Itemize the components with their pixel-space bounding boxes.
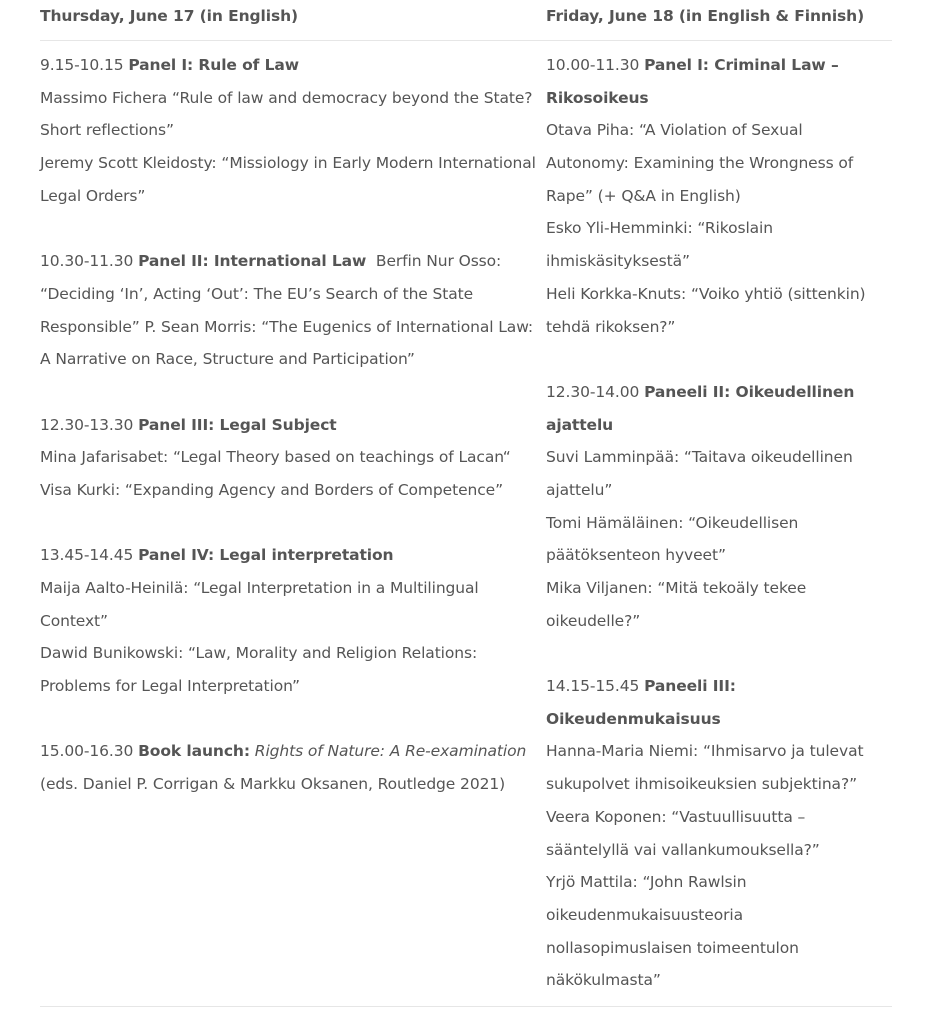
speaker-line: sääntelyllä vai vallankumouksella?” [546,840,820,859]
speaker-line: Heli Korkka-Knuts: “Voiko yhtiö (sittenkin) [546,284,866,303]
speaker-line: tehdä rikoksen?” [546,317,676,336]
panel-title: Panel IV: Legal interpretation [138,546,394,565]
panel-time: 10.30-11.30 [40,252,139,271]
speaker-line: Suvi Lamminpää: “Taitava oikeudellinen [546,448,853,467]
book-details-line: (eds. Daniel P. Corrigan & Markku Oksanen, Routledge 2021) [40,775,506,794]
panel-title: Paneeli II: Oikeudellinen [644,382,855,401]
panel-title-continued: Oikeudenmukaisuus [546,709,721,728]
speaker-line: Visa Kurki: “Expanding Agency and Borders of Competence” [40,480,504,499]
table-header-row [40,0,892,41]
speaker-line: nollasopimuslaisen toimeentulon [546,938,799,957]
panel-title: Paneeli III: [644,677,736,696]
speaker-line: Jeremy Scott Kleidosty: “Missiology in Early Modern International [40,154,536,173]
speaker-line: ihmiskäsityksestä” [546,252,690,271]
speaker-line: Rape” (+ Q&A in English) [546,186,741,205]
friday-panel-3-heading [546,670,892,703]
book-title: Rights of Nature: A Re-examination [254,742,527,761]
friday-header: Friday, June 18 (in English & Finnish) [546,7,865,25]
speaker-line: Massimo Fichera “Rule of law and democracy beyond the State? [40,88,533,107]
thursday-panel-4-heading [40,539,546,572]
panel-title-continued: Rikosoikeus [546,88,649,107]
speaker-line: Esko Yli-Hemminki: “Rikoslain [546,219,773,238]
speaker-line: Otava Piha: “A Violation of Sexual [546,121,803,140]
panel-time: 9.15-10.15 [40,56,129,74]
panel-time: 12.30-13.30 [40,415,139,434]
speaker-line: Short reflections” [40,121,174,140]
speaker-line: näkökulmasta” [546,971,661,990]
speaker-line: oikeudelle?” [546,611,641,630]
thursday-panel-3-heading [40,409,546,442]
speaker-line: Context” [40,611,108,630]
panel-title: Panel I: Criminal Law – [644,56,839,74]
panel-time: 10.00-11.30 [546,56,645,74]
thursday-column [40,49,546,1006]
speaker-line: Hanna-Maria Niemi: “Ihmisarvo ja tulevat [546,742,864,761]
panel-time: 13.45-14.45 [40,546,139,565]
spacer [546,637,892,670]
spacer [40,507,546,540]
spacer [40,212,546,245]
speaker-line: Tomi Hämäläinen: “Oikeudellisen [546,513,799,532]
thursday-header: Thursday, June 17 (in English) [40,7,299,25]
speaker-line: Mika Viljanen: “Mitä tekoäly tekee [546,579,807,597]
thursday-panel-1-heading [40,49,546,82]
spacer [40,376,546,409]
speaker-line: Dawid Bunikowski: “Law, Morality and Religion Relations: [40,644,478,663]
spacer [40,703,546,736]
panel-title: Panel III: Legal Subject [138,415,337,434]
speaker-line: A Narrative on Race, Structure and Participation” [40,350,415,369]
speaker-line: Mina Jafarisabet: “Legal Theory based on teachings of Lacan“ [40,448,511,467]
speaker-line: Responsible” P. Sean Morris: “The Eugenics of International Law: [40,317,534,336]
speaker-line: Maija Aalto-Heinilä: “Legal Interpretation in a Multilingual [40,579,479,597]
speaker-line: päätöksenteon hyveet” [546,546,726,565]
friday-panel-1-heading [546,49,892,82]
schedule-table [40,0,892,1007]
speaker-line: Yrjö Mattila: “John Rawlsin [546,873,747,892]
speaker-line: Veera Koponen: “Vastuullisuutta – [546,807,806,826]
thursday-panel-2-heading [40,245,546,278]
panel-time: 12.30-14.00 [546,382,645,401]
speaker-line: Legal Orders” [40,186,146,205]
speaker-line: Problems for Legal Interpretation” [40,677,300,696]
friday-column [546,49,892,1006]
panel-time: 14.15-15.45 [546,677,645,696]
panel-title: Panel I: Rule of Law [128,56,299,74]
speaker-line: sukupolvet ihmisoikeuksien subjektina?” [546,775,858,794]
panel-title: Book launch: [138,742,250,761]
speaker-line: oikeudenmukaisuusteoria [546,905,743,924]
speaker-line: ajattelu” [546,480,613,499]
friday-panel-2-heading [546,376,892,409]
speaker-line: Autonomy: Examining the Wrongness of [546,154,854,173]
thursday-book-launch-heading [40,735,546,768]
table-body-row [40,41,892,1007]
panel-time: 15.00-16.30 [40,742,139,761]
panel-title: Panel II: International Law [138,252,367,271]
panel-title-continued: ajattelu [546,415,614,434]
speaker-line: “Deciding ‘In’, Acting ‘Out’: The EU’s Search of the State [40,284,474,303]
speaker-text: Berfin Nur Osso: [366,252,502,271]
spacer [546,343,892,376]
